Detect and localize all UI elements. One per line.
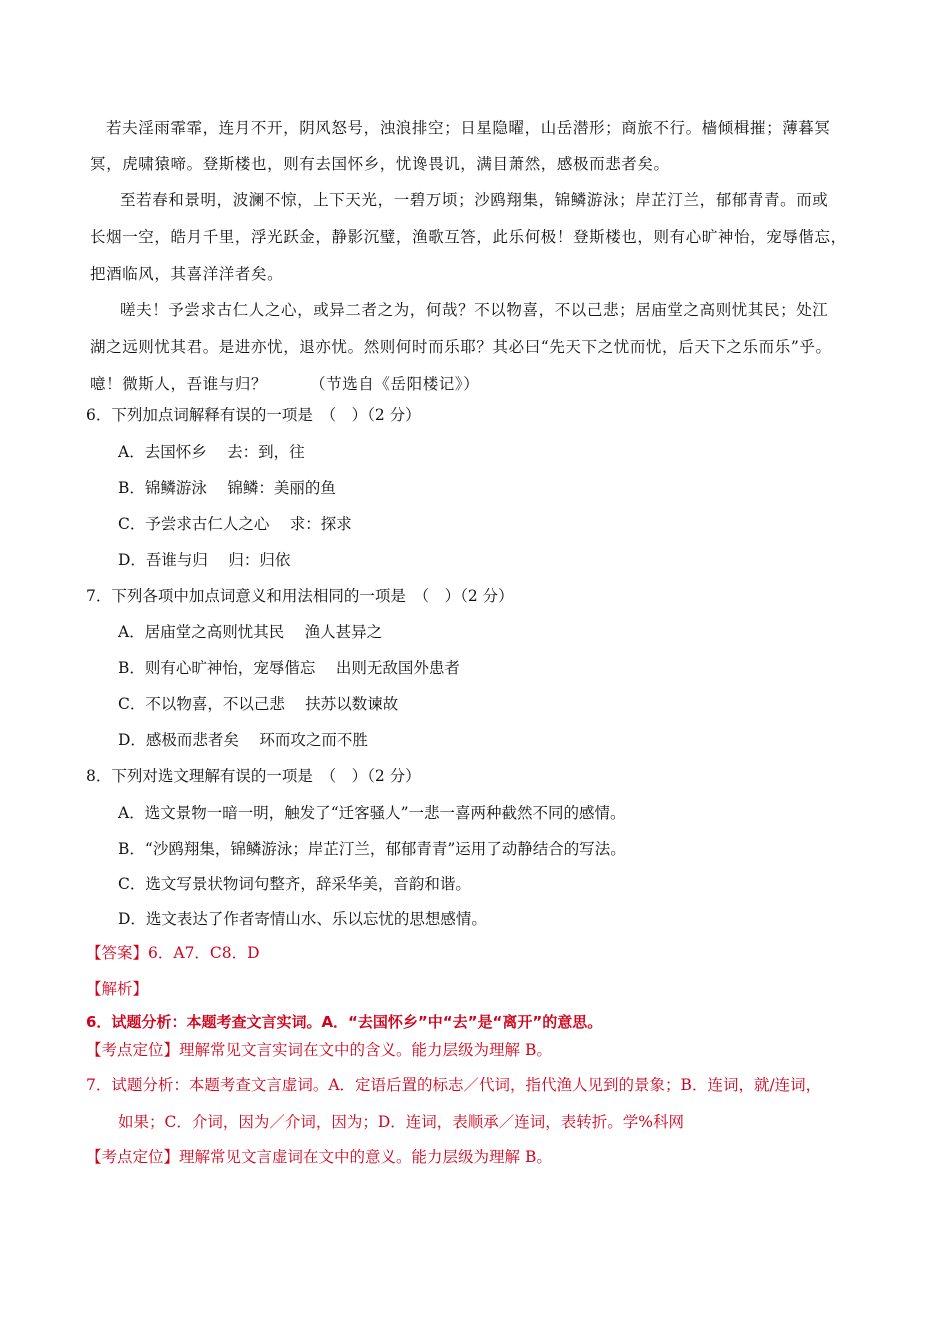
question-7-option-d: D．感极而悲者矣 环而攻之而不胜 bbox=[118, 731, 368, 749]
kaodian-q7-label: 【考点定位】 bbox=[86, 1148, 180, 1166]
question-8-option-d: D．选文表达了作者寄情山水、乐以忘忧的思想感情。 bbox=[118, 910, 487, 928]
question-6-option-b: B．锦鳞游泳 锦鳞：美丽的鱼 bbox=[118, 479, 336, 497]
passage-source: （节选自《岳阳楼记》） bbox=[310, 375, 480, 393]
passage-p2-line3: 把酒临风，其喜洋洋者矣。 bbox=[90, 265, 284, 283]
question-7-option-b: B．则有心旷神怡，宠辱偕忘 出则无敌国外患者 bbox=[118, 659, 460, 677]
passage-p2-line1: 至若春和景明，波澜不惊，上下天光，一碧万顷；沙鸥翔集，锦鳞游泳；岸芷汀兰，郁郁青青。而或 bbox=[120, 191, 829, 209]
kaodian-q6-line bbox=[86, 1040, 552, 1060]
question-7-option-a: A．居庙堂之高则忧其民 渔人甚异之 bbox=[118, 623, 383, 641]
question-6-option-a: A．去国怀乡 去：到，往 bbox=[118, 443, 305, 461]
question-8-option-c: C．选文写景状物词句整齐，辞采华美，音韵和谐。 bbox=[118, 875, 471, 893]
question-6-option-d: D．吾谁与归 归：归依 bbox=[118, 551, 291, 569]
question-7-option-c: C．不以物喜，不以己悲 扶苏以数谏故 bbox=[118, 695, 399, 713]
analysis-q7-line2: 如果；C．介词，因为／介词，因为；D．连词，表顺承／连词，表转折。学%科网 bbox=[118, 1113, 685, 1131]
kaodian-q7-text: 理解常见文言虚词在文中的意义。能力层级为理解 B。 bbox=[179, 1148, 552, 1166]
answer-label: 【答案】 bbox=[86, 944, 149, 962]
passage-p2-line2: 长烟一空，皓月千里，浮光跃金，静影沉璧，渔歌互答，此乐何极！登斯楼也，则有心旷神怡，宠辱偕忘， bbox=[90, 228, 847, 246]
passage-p1-line1: 若夫淫雨霏霏，连月不开，阴风怒号，浊浪排空；日星隐曜，山岳潜形；商旅不行。樯倾楫摧；薄暮冥 bbox=[106, 119, 831, 137]
kaodian-q6-label: 【考点定位】 bbox=[86, 1041, 180, 1059]
passage-p3-line3: 噫！微斯人，吾谁与归？ bbox=[90, 375, 268, 393]
analysis-q6: 6．试题分析：本题考查文言实词。A．“去国怀乡”中“去”是“离开”的意思。 bbox=[86, 1013, 603, 1031]
answer-text: 6．A7．C8．D bbox=[148, 944, 260, 962]
analysis-q7-line1: 7．试题分析：本题考查文言虚词。A．定语后置的标志／代词，指代渔人见到的景象；B．连词，就/连词， bbox=[86, 1076, 822, 1094]
question-8-stem: 8．下列对选文理解有误的一项是 （ ）（2 分） bbox=[86, 767, 421, 785]
analysis-label: 【解析】 bbox=[86, 980, 149, 998]
question-7-stem: 7．下列各项中加点词意义和用法相同的一项是 （ ）（2 分） bbox=[86, 587, 514, 605]
question-8-option-b: B．“沙鸥翔集，锦鳞游泳；岸芷汀兰，郁郁青青”运用了动静结合的写法。 bbox=[118, 840, 626, 858]
answer-line bbox=[86, 943, 260, 963]
kaodian-q6-text: 理解常见文言实词在文中的含义。能力层级为理解 B。 bbox=[179, 1041, 552, 1059]
question-6-stem: 6．下列加点词解释有误的一项是 （ ）（2 分） bbox=[86, 406, 421, 424]
passage-p1-line2: 冥，虎啸猿啼。登斯楼也，则有去国怀乡，忧谗畏讥，满目萧然，感极而悲者矣。 bbox=[90, 155, 670, 173]
passage-p3-line2: 湖之远则忧其君。是进亦忧，退亦忧。然则何时而乐耶？其必曰“先天下之忧而忧，后天下之乐而乐”乎。 bbox=[90, 338, 832, 356]
kaodian-q7-line bbox=[86, 1147, 552, 1167]
question-8-option-a: A．选文景物一暗一明，触发了“迁客骚人”一悲一喜两种截然不同的感情。 bbox=[118, 804, 626, 822]
question-6-option-c: C．予尝求古仁人之心 求：探求 bbox=[118, 515, 352, 533]
passage-p3-line1: 嗟夫！予尝求古仁人之心，或异二者之为，何哉？不以物喜，不以己悲；居庙堂之高则忧其民；处江 bbox=[120, 301, 829, 319]
